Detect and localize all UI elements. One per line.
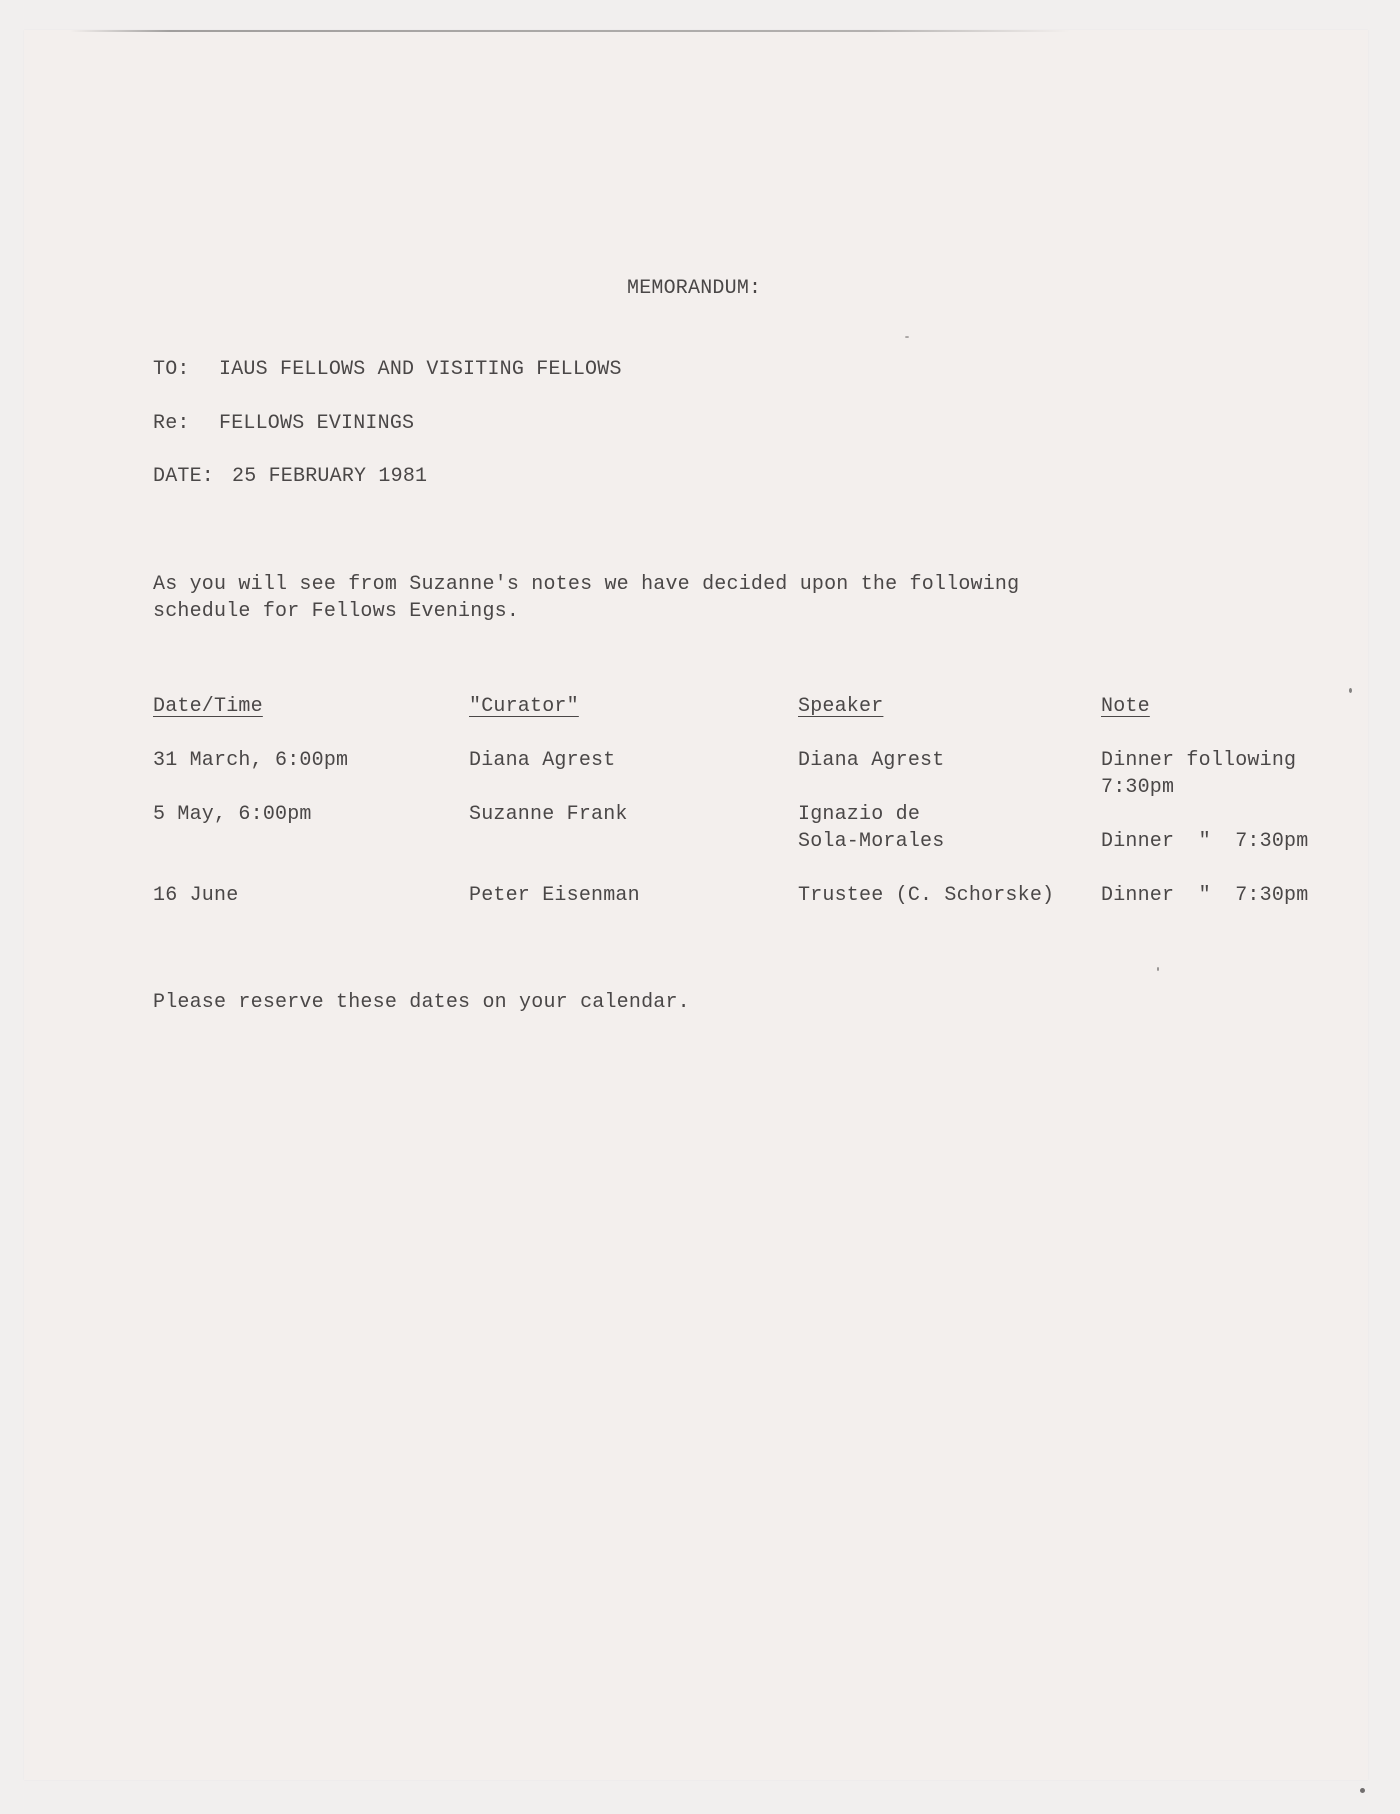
to-value: IAUS FELLOWS AND VISITING FELLOWS <box>219 358 622 381</box>
re-value: FELLOWS EVININGS <box>219 412 415 435</box>
date-value: 25 FEBRUARY 1981 <box>232 465 428 488</box>
row-2-curator: Suzanne Frank <box>469 803 628 826</box>
header-curator: "Curator" <box>469 695 579 718</box>
row-1-speaker: Diana Agrest <box>798 749 945 772</box>
row-3-curator: Peter Eisenman <box>469 884 640 907</box>
row-2-note: Dinner " 7:30pm <box>1101 830 1309 853</box>
row-1-date: 31 March, 6:00pm <box>153 749 349 772</box>
paper-speck <box>1157 967 1159 971</box>
row-3-date: 16 June <box>153 884 239 907</box>
intro-line-2: schedule for Fellows Evenings. <box>153 600 520 623</box>
paper-speck <box>1360 1788 1365 1793</box>
row-2-date: 5 May, 6:00pm <box>153 803 312 826</box>
row-2-speaker-line-1: Ignazio de <box>798 803 921 826</box>
row-1-curator: Diana Agrest <box>469 749 616 772</box>
to-label: TO: <box>153 358 190 381</box>
memo-title: MEMORANDUM: <box>627 277 762 300</box>
row-1-note-line-2: 7:30pm <box>1101 776 1175 799</box>
row-2-speaker-line-2: Sola-Morales <box>798 830 945 853</box>
paper-speck <box>905 336 909 338</box>
re-label: Re: <box>153 412 190 435</box>
row-1-note-line-1: Dinner following <box>1101 749 1297 772</box>
closing-line: Please reserve these dates on your calendar. <box>153 991 690 1014</box>
row-3-speaker: Trustee (C. Schorske) <box>798 884 1055 907</box>
paper-speck <box>1349 688 1352 693</box>
header-date-time: Date/Time <box>153 695 263 718</box>
row-3-note: Dinner " 7:30pm <box>1101 884 1309 907</box>
intro-line-1: As you will see from Suzanne's notes we have decided upon the following <box>153 573 1020 596</box>
header-speaker: Speaker <box>798 695 884 718</box>
sheet-top-edge <box>70 30 1070 32</box>
date-label: DATE: <box>153 465 215 488</box>
header-note: Note <box>1101 695 1150 718</box>
